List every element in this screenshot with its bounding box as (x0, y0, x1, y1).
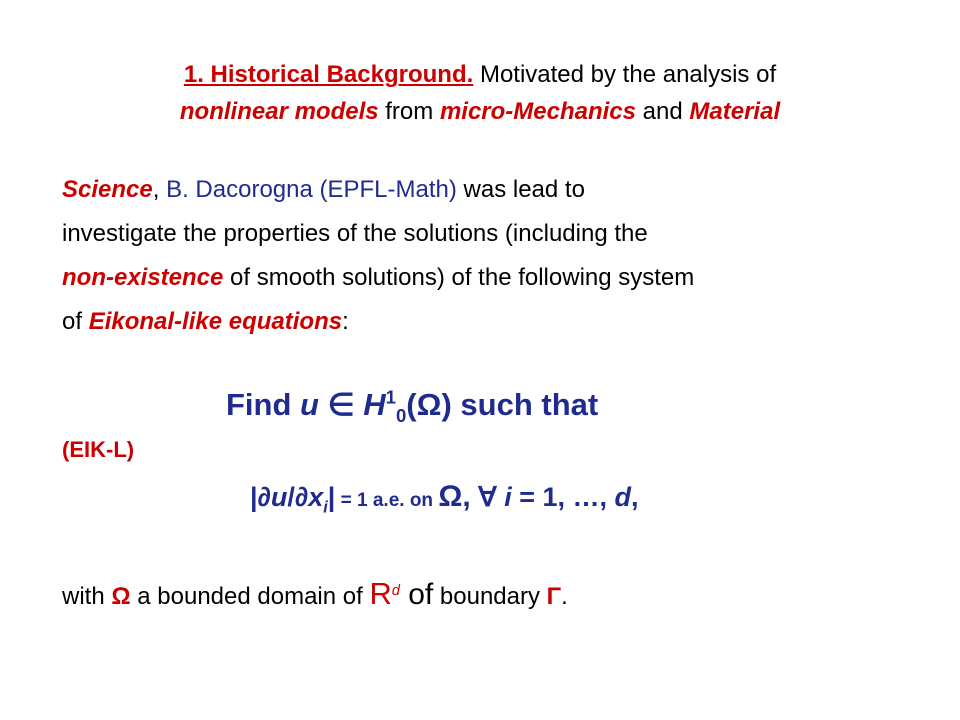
eikonal-equation (250, 480, 639, 517)
para-text-1: was lead to (456, 176, 585, 203)
heading-line-1 (0, 56, 960, 93)
dimension-d: d (391, 583, 400, 599)
real-space-R: R (369, 576, 392, 611)
para-line-2: investigate the properties of the solutions (including the (62, 220, 648, 247)
eq-ae-on: = 1 a.e. on (335, 490, 439, 511)
para-line-3 (62, 256, 942, 300)
term-science: Science (62, 176, 153, 203)
term-material: Material (689, 98, 781, 125)
eq-slash-partial: /∂ (287, 482, 309, 512)
eq-partial: |∂ (250, 482, 271, 512)
body-paragraph (62, 168, 942, 344)
para-line-4 (62, 300, 942, 344)
find-word: Find (226, 387, 301, 422)
para-text-3: of smooth solutions) of the following system (223, 264, 695, 291)
term-non-existence: non-existence (62, 264, 224, 291)
para-text-of: of (62, 308, 89, 335)
period: . (561, 583, 568, 610)
heading-text: Motivated by the analysis of (473, 61, 777, 88)
term-eikonal: Eikonal-like equations (88, 308, 343, 335)
equation-label: (EIK-L) (62, 437, 135, 462)
bounded-domain-text: a bounded domain of (130, 583, 370, 610)
author-name: B. Dacorogna (EPFL-Math) (166, 176, 457, 203)
forall-symbol: ∀ (470, 482, 505, 512)
heading-text-from: from (378, 98, 440, 125)
sobolev-sub: 0 (395, 405, 407, 427)
eq-bar: | (327, 482, 336, 512)
of-text: of (399, 578, 434, 611)
term-nonlinear-models: nonlinear models (179, 98, 379, 125)
eq-range: = 1, …, (511, 482, 615, 512)
gamma-symbol: Γ (546, 583, 562, 610)
eq-i: i (504, 482, 512, 512)
omega-symbol: Ω (111, 583, 131, 610)
such-that: such that (451, 387, 599, 422)
eq-comma: , (631, 482, 639, 512)
problem-statement (226, 386, 599, 427)
heading-text-and: and (636, 98, 690, 125)
sobolev-sup: 1 (385, 386, 396, 408)
boundary-text: boundary (433, 583, 547, 610)
section-title: 1. Historical Background. (183, 61, 474, 88)
eq-i-sub: i (323, 498, 328, 517)
eq-omega: Ω, (438, 480, 471, 513)
with-text: with (62, 583, 112, 610)
eq-d: d (614, 482, 631, 512)
term-micro-mechanics: micro-Mechanics (439, 98, 637, 125)
omega-domain: (Ω) (406, 387, 452, 422)
domain-statement (62, 576, 568, 612)
sobolev-H: H (363, 387, 386, 422)
para-comma: , (152, 176, 167, 203)
para-line-1 (62, 168, 942, 212)
heading-line-2 (0, 93, 960, 130)
eq-u: u (270, 482, 288, 512)
element-of-symbol: ∈ (318, 387, 364, 422)
slide-heading (0, 56, 960, 130)
eq-x: x (308, 482, 324, 512)
para-colon: : (342, 308, 349, 335)
var-u: u (300, 387, 319, 422)
